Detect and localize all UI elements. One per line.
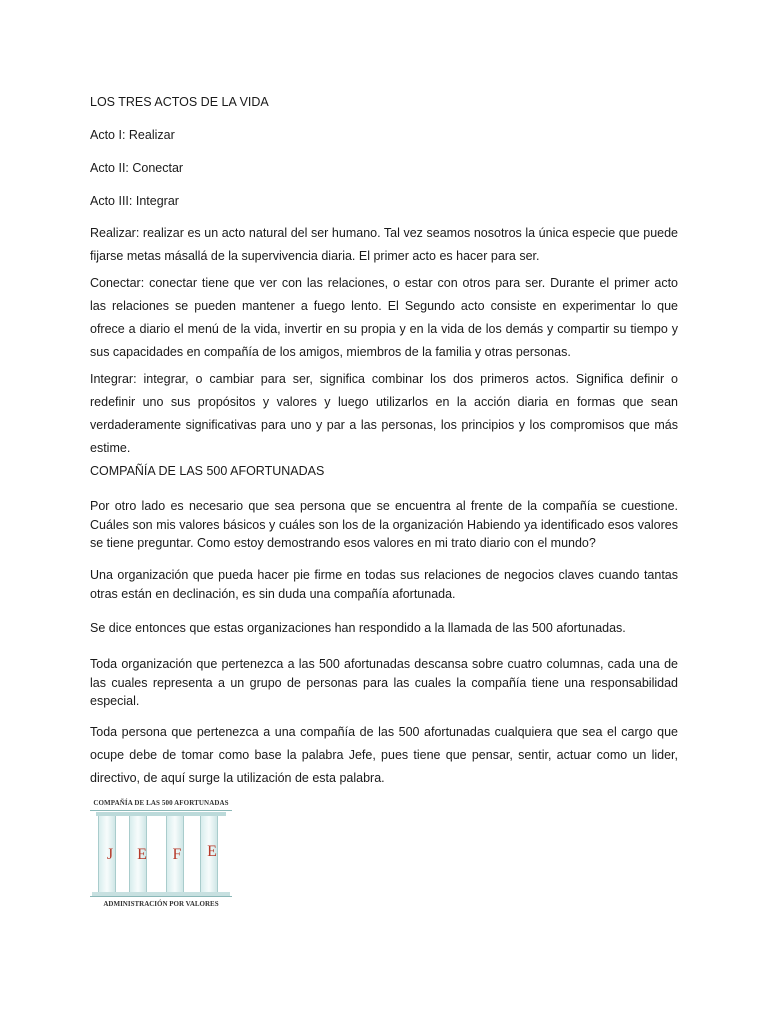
column-letter-e: E	[137, 846, 147, 863]
text-line: ocupe debe de tomar como base la palabra Jefe, pues tiene que pensar, sentir, actuar como un lider,	[90, 748, 678, 762]
paragraph-four-columns	[90, 655, 678, 711]
text-line: Toda persona que pertenezca a una compañía de las 500 afortunadas cualquiera que sea el cargo que	[90, 725, 678, 739]
text-line: las relaciones se pueden mantener a fuego lento. El Segundo acto consiste en experimentar lo que	[90, 299, 678, 313]
text-line: Toda organización que pertenezca a las 500 afortunadas descansa sobre cuatro columnas, cada una de	[90, 657, 678, 671]
text-line: ofrece a diario el menú de la vida, invertir en su propia y en la vida de los demás y compartir su tiempo y	[90, 322, 678, 336]
text-line: verdaderamente significativas para uno y par a las personas, los principios y los compromisos que más	[90, 418, 678, 432]
text-line: Realizar: realizar es un acto natural del ser humano. Tal vez seamos nosotros la única especie que puede	[90, 226, 678, 240]
text-line: directivo, de aquí surge la utilización de esta palabra.	[90, 771, 385, 785]
figure-title: COMPAÑÍA DE LAS 500 AFORTUNADAS	[90, 796, 232, 811]
text-line: Por otro lado es necesario que sea persona que se encuentra al frente de la compañía se cuestione.	[90, 499, 678, 513]
paragraph-fortunate-company	[90, 566, 678, 603]
jefe-columns-figure	[90, 796, 232, 912]
paragraph-jefe	[90, 721, 678, 790]
text-line: Cuáles son mis valores básicos y cuáles son los de la organización Habiendo ya identificado esos valores	[90, 517, 678, 532]
text-line: redefinir uno sus propósitos y valores y luego utilizarlos en la acción diaria en formas que sean	[90, 395, 678, 409]
text-line: Una organización que pueda hacer pie firme en todas sus relaciones de negocios claves cuando tantas	[90, 568, 678, 582]
document-title: LOS TRES ACTOS DE LA VIDA	[90, 95, 269, 109]
paragraph-call: Se dice entonces que estas organizaciones han respondido a la llamada de las 500 afortunadas.	[90, 621, 626, 635]
section-title: COMPAÑÍA DE LAS 500 AFORTUNADAS	[90, 464, 325, 478]
integrar-paragraph	[90, 368, 678, 460]
realizar-paragraph	[90, 222, 678, 268]
paragraph-leader-questions	[90, 497, 678, 553]
act-3-label: Acto III: Integrar	[90, 194, 179, 208]
text-line: Integrar: integrar, o cambiar para ser, significa combinar los dos primeros actos. Significa definir o	[90, 372, 678, 386]
text-line: sus capacidades en compañía de los amigos, miembros de la familia y otras personas.	[90, 345, 571, 359]
figure-subtitle: ADMINISTRACIÓN POR VALORES	[90, 896, 232, 911]
column-letter-j: J	[106, 846, 114, 863]
text-line: fijarse metas másallá de la supervivencia diaria. El primer acto es hacer para ser.	[90, 249, 540, 263]
column-letter-e2: E	[207, 843, 217, 860]
act-2-label: Acto II: Conectar	[90, 161, 184, 175]
act-1-label: Acto I: Realizar	[90, 128, 175, 142]
text-line: se tiene preguntar. Como estoy demostrando esos valores en mi trato diario con el mundo?	[90, 536, 596, 550]
text-line: las cuales representa a un grupo de personas para las cuales la compañía tiene una responsabilidad	[90, 675, 678, 690]
text-line: estime.	[90, 441, 131, 455]
conectar-paragraph	[90, 272, 678, 364]
column-letter-f: F	[172, 846, 182, 863]
text-line: especial.	[90, 694, 140, 708]
text-line: Conectar: conectar tiene que ver con las relaciones, o estar con otros para ser. Durante el primer acto	[90, 276, 678, 290]
text-line: otras están en declinación, es sin duda una compañía afortunada.	[90, 586, 456, 601]
